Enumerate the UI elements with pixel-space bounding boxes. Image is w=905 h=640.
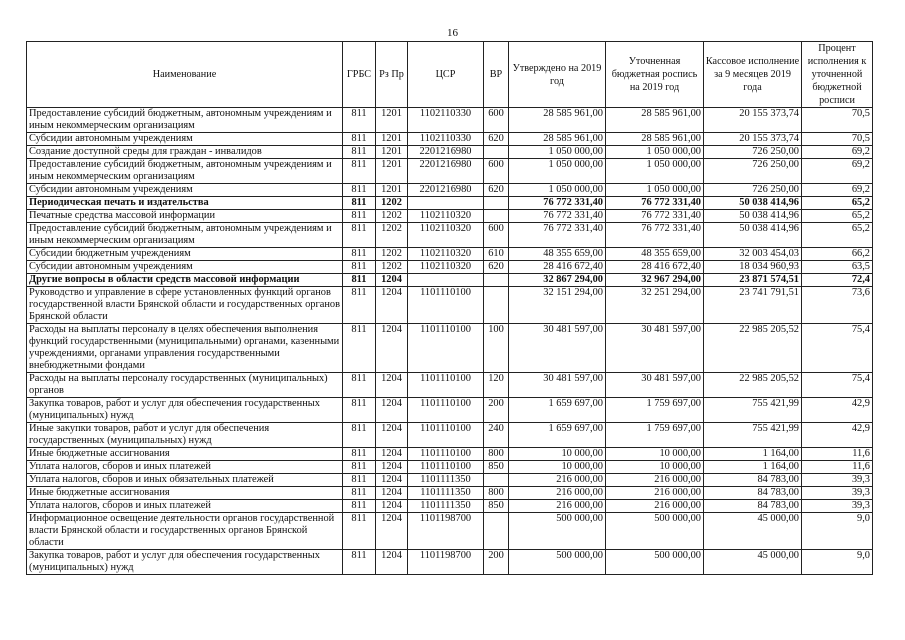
cell-vr: 620: [484, 133, 509, 146]
cell-csr: 1101111350: [408, 487, 484, 500]
cell-rzpr: 1202: [376, 197, 408, 210]
table-row: [27, 146, 873, 159]
cell-name: Уплата налогов, сборов и иных обязательных платежей: [27, 474, 343, 487]
cell-cash: 84 783,00: [704, 500, 802, 513]
cell-cash: 84 783,00: [704, 487, 802, 500]
cell-grbs: 811: [343, 324, 376, 373]
cell-refined: 30 481 597,00: [606, 373, 704, 398]
cell-vr: 120: [484, 373, 509, 398]
header-rzpr: Рз Пр: [376, 42, 408, 108]
table-row: [27, 197, 873, 210]
cell-refined: 10 000,00: [606, 448, 704, 461]
cell-cash: 32 003 454,03: [704, 248, 802, 261]
cell-rzpr: 1202: [376, 210, 408, 223]
cell-rzpr: 1204: [376, 487, 408, 500]
table-row: [27, 513, 873, 550]
cell-approved: 30 481 597,00: [509, 373, 606, 398]
cell-refined: 28 585 961,00: [606, 133, 704, 146]
cell-percent: 39,3: [802, 500, 873, 513]
cell-rzpr: 1201: [376, 108, 408, 133]
cell-csr: [408, 197, 484, 210]
cell-rzpr: 1201: [376, 146, 408, 159]
cell-grbs: 811: [343, 513, 376, 550]
cell-cash: 726 250,00: [704, 159, 802, 184]
cell-rzpr: 1204: [376, 474, 408, 487]
cell-refined: 216 000,00: [606, 487, 704, 500]
cell-rzpr: 1204: [376, 513, 408, 550]
cell-grbs: 811: [343, 487, 376, 500]
table-row: [27, 398, 873, 423]
cell-refined: 10 000,00: [606, 461, 704, 474]
cell-approved: 216 000,00: [509, 487, 606, 500]
cell-csr: 2201216980: [408, 159, 484, 184]
cell-grbs: 811: [343, 474, 376, 487]
cell-refined: 76 772 331,40: [606, 223, 704, 248]
cell-cash: 726 250,00: [704, 146, 802, 159]
cell-percent: 63,5: [802, 261, 873, 274]
cell-cash: 20 155 373,74: [704, 108, 802, 133]
cell-approved: 28 416 672,40: [509, 261, 606, 274]
cell-grbs: 811: [343, 461, 376, 474]
cell-csr: 1101110100: [408, 287, 484, 324]
cell-percent: 42,9: [802, 423, 873, 448]
cell-vr: 850: [484, 461, 509, 474]
cell-refined: 1 050 000,00: [606, 159, 704, 184]
cell-cash: 84 783,00: [704, 474, 802, 487]
cell-cash: 1 164,00: [704, 461, 802, 474]
cell-vr: [484, 474, 509, 487]
cell-csr: 1101110100: [408, 448, 484, 461]
cell-cash: 18 034 960,93: [704, 261, 802, 274]
cell-cash: 726 250,00: [704, 184, 802, 197]
cell-cash: 50 038 414,96: [704, 210, 802, 223]
cell-refined: 1 050 000,00: [606, 146, 704, 159]
cell-cash: 1 164,00: [704, 448, 802, 461]
cell-vr: [484, 274, 509, 287]
table-row: [27, 324, 873, 373]
cell-csr: 1102110320: [408, 261, 484, 274]
cell-rzpr: 1204: [376, 550, 408, 575]
cell-rzpr: 1201: [376, 159, 408, 184]
table-row: [27, 287, 873, 324]
cell-name: Расходы на выплаты персоналу государственных (муниципальных) органов: [27, 373, 343, 398]
cell-refined: 48 355 659,00: [606, 248, 704, 261]
cell-vr: [484, 146, 509, 159]
budget-execution-table: [26, 41, 873, 575]
cell-grbs: 811: [343, 550, 376, 575]
cell-name: Субсидии автономным учреждениям: [27, 133, 343, 146]
cell-approved: 30 481 597,00: [509, 324, 606, 373]
header-vr: ВР: [484, 42, 509, 108]
cell-approved: 216 000,00: [509, 474, 606, 487]
cell-approved: 500 000,00: [509, 550, 606, 575]
cell-name: Закупка товаров, работ и услуг для обеспечения государственных (муниципальных) нужд: [27, 398, 343, 423]
cell-name: Информационное освещение деятельности органов государственной власти Брянской области и государственных органов Брянской области: [27, 513, 343, 550]
cell-rzpr: 1202: [376, 248, 408, 261]
cell-name: Предоставление субсидий бюджетным, автономным учреждениям и иным некоммерческим организациям: [27, 159, 343, 184]
cell-grbs: 811: [343, 287, 376, 324]
table-row: [27, 373, 873, 398]
table-row: [27, 448, 873, 461]
cell-rzpr: 1202: [376, 261, 408, 274]
header-grbs: ГРБС: [343, 42, 376, 108]
cell-vr: 600: [484, 223, 509, 248]
cell-approved: 48 355 659,00: [509, 248, 606, 261]
cell-csr: 1101110100: [408, 324, 484, 373]
table-header: [27, 42, 873, 108]
table-row: [27, 261, 873, 274]
table-row: [27, 500, 873, 513]
cell-rzpr: 1204: [376, 461, 408, 474]
cell-percent: 42,9: [802, 398, 873, 423]
cell-vr: 800: [484, 487, 509, 500]
cell-vr: [484, 210, 509, 223]
cell-percent: 9,0: [802, 513, 873, 550]
cell-rzpr: 1202: [376, 223, 408, 248]
cell-csr: 1101198700: [408, 513, 484, 550]
cell-refined: 500 000,00: [606, 550, 704, 575]
cell-vr: 850: [484, 500, 509, 513]
cell-vr: 620: [484, 261, 509, 274]
cell-csr: 2201216980: [408, 146, 484, 159]
cell-grbs: 811: [343, 223, 376, 248]
cell-cash: 755 421,99: [704, 398, 802, 423]
cell-percent: 72,4: [802, 274, 873, 287]
cell-rzpr: 1204: [376, 274, 408, 287]
cell-approved: 1 050 000,00: [509, 159, 606, 184]
cell-percent: 65,2: [802, 210, 873, 223]
cell-cash: 755 421,99: [704, 423, 802, 448]
table-row: [27, 487, 873, 500]
cell-rzpr: 1204: [376, 423, 408, 448]
cell-vr: 800: [484, 448, 509, 461]
cell-vr: [484, 197, 509, 210]
cell-refined: 30 481 597,00: [606, 324, 704, 373]
cell-vr: 620: [484, 184, 509, 197]
cell-percent: 75,4: [802, 324, 873, 373]
cell-vr: 100: [484, 324, 509, 373]
table-row: [27, 108, 873, 133]
cell-grbs: 811: [343, 423, 376, 448]
cell-csr: 1101110100: [408, 461, 484, 474]
cell-name: Периодическая печать и издательства: [27, 197, 343, 210]
cell-percent: 69,2: [802, 146, 873, 159]
cell-percent: 73,6: [802, 287, 873, 324]
cell-name: Расходы на выплаты персоналу в целях обеспечения выполнения функций государственными (муниципальными) органами, казенными учреждениями, органами управления государственными внебюджетными фондами: [27, 324, 343, 373]
cell-grbs: 811: [343, 133, 376, 146]
cell-rzpr: 1204: [376, 373, 408, 398]
cell-csr: 1102110320: [408, 223, 484, 248]
cell-cash: 45 000,00: [704, 513, 802, 550]
cell-vr: 200: [484, 550, 509, 575]
cell-grbs: 811: [343, 197, 376, 210]
cell-approved: 76 772 331,40: [509, 210, 606, 223]
cell-vr: 600: [484, 159, 509, 184]
cell-refined: 500 000,00: [606, 513, 704, 550]
cell-grbs: 811: [343, 184, 376, 197]
cell-rzpr: 1204: [376, 448, 408, 461]
table-row: [27, 159, 873, 184]
cell-csr: 1102110320: [408, 210, 484, 223]
cell-refined: 1 050 000,00: [606, 184, 704, 197]
cell-approved: 500 000,00: [509, 513, 606, 550]
header-cash: Кассовое исполнение за 9 месяцев 2019 года: [704, 42, 802, 108]
cell-percent: 39,3: [802, 474, 873, 487]
cell-cash: 23 741 791,51: [704, 287, 802, 324]
cell-cash: 50 038 414,96: [704, 223, 802, 248]
cell-name: Печатные средства массовой информации: [27, 210, 343, 223]
cell-vr: [484, 287, 509, 324]
cell-csr: 1101110100: [408, 398, 484, 423]
cell-rzpr: 1204: [376, 324, 408, 373]
cell-vr: 200: [484, 398, 509, 423]
cell-csr: 1101198700: [408, 550, 484, 575]
cell-rzpr: 1204: [376, 500, 408, 513]
cell-refined: 32 251 294,00: [606, 287, 704, 324]
cell-rzpr: 1201: [376, 184, 408, 197]
cell-approved: 32 151 294,00: [509, 287, 606, 324]
cell-approved: 28 585 961,00: [509, 108, 606, 133]
cell-csr: 1101110100: [408, 423, 484, 448]
cell-refined: 1 759 697,00: [606, 398, 704, 423]
cell-grbs: 811: [343, 274, 376, 287]
cell-grbs: 811: [343, 248, 376, 261]
cell-csr: 1102110320: [408, 248, 484, 261]
cell-percent: 66,2: [802, 248, 873, 261]
cell-approved: 76 772 331,40: [509, 197, 606, 210]
cell-percent: 11,6: [802, 461, 873, 474]
cell-name: Субсидии автономным учреждениям: [27, 184, 343, 197]
cell-percent: 69,2: [802, 184, 873, 197]
cell-approved: 76 772 331,40: [509, 223, 606, 248]
cell-approved: 216 000,00: [509, 500, 606, 513]
table-row: [27, 274, 873, 287]
cell-approved: 1 050 000,00: [509, 184, 606, 197]
table-row: [27, 133, 873, 146]
cell-refined: 32 967 294,00: [606, 274, 704, 287]
table-row: [27, 550, 873, 575]
cell-refined: 1 759 697,00: [606, 423, 704, 448]
cell-vr: 240: [484, 423, 509, 448]
cell-csr: 1101110100: [408, 373, 484, 398]
cell-percent: 70,5: [802, 133, 873, 146]
header-name: Наименование: [27, 42, 343, 108]
cell-vr: 600: [484, 108, 509, 133]
cell-name: Создание доступной среды для граждан - инвалидов: [27, 146, 343, 159]
cell-rzpr: 1201: [376, 133, 408, 146]
cell-percent: 75,4: [802, 373, 873, 398]
cell-refined: 216 000,00: [606, 474, 704, 487]
cell-csr: [408, 274, 484, 287]
cell-approved: 1 659 697,00: [509, 423, 606, 448]
cell-approved: 1 050 000,00: [509, 146, 606, 159]
table-row: [27, 210, 873, 223]
cell-rzpr: 1204: [376, 398, 408, 423]
cell-name: Субсидии бюджетным учреждениям: [27, 248, 343, 261]
table-row: [27, 461, 873, 474]
cell-name: Иные бюджетные ассигнования: [27, 448, 343, 461]
cell-cash: 22 985 205,52: [704, 373, 802, 398]
header-percent: Процент исполнения к уточненной бюджетной росписи: [802, 42, 873, 108]
cell-grbs: 811: [343, 261, 376, 274]
cell-approved: 32 867 294,00: [509, 274, 606, 287]
cell-percent: 39,3: [802, 487, 873, 500]
table-row: [27, 474, 873, 487]
table-row: [27, 423, 873, 448]
header-csr: ЦСР: [408, 42, 484, 108]
cell-refined: 76 772 331,40: [606, 210, 704, 223]
cell-vr: 610: [484, 248, 509, 261]
table-body: [27, 108, 873, 575]
cell-grbs: 811: [343, 210, 376, 223]
cell-cash: 45 000,00: [704, 550, 802, 575]
cell-percent: 70,5: [802, 108, 873, 133]
cell-cash: 20 155 373,74: [704, 133, 802, 146]
cell-name: Иные закупки товаров, работ и услуг для обеспечения государственных (муниципальных) нужд: [27, 423, 343, 448]
cell-name: Руководство и управление в сфере установленных функций органов государственной власти Брянской области и государственных органов Брянской области: [27, 287, 343, 324]
cell-name: Иные бюджетные ассигнования: [27, 487, 343, 500]
table-row: [27, 248, 873, 261]
cell-grbs: 811: [343, 373, 376, 398]
cell-percent: 69,2: [802, 159, 873, 184]
table-row: [27, 184, 873, 197]
page-number: 16: [447, 27, 458, 39]
cell-grbs: 811: [343, 159, 376, 184]
cell-grbs: 811: [343, 500, 376, 513]
cell-cash: 50 038 414,96: [704, 197, 802, 210]
cell-approved: 10 000,00: [509, 448, 606, 461]
cell-name: Уплата налогов, сборов и иных платежей: [27, 461, 343, 474]
cell-csr: 1101111350: [408, 500, 484, 513]
cell-csr: 1102110330: [408, 108, 484, 133]
cell-percent: 65,2: [802, 197, 873, 210]
cell-percent: 65,2: [802, 223, 873, 248]
cell-approved: 1 659 697,00: [509, 398, 606, 423]
cell-grbs: 811: [343, 398, 376, 423]
cell-name: Закупка товаров, работ и услуг для обеспечения государственных (муниципальных) нужд: [27, 550, 343, 575]
cell-csr: 2201216980: [408, 184, 484, 197]
cell-grbs: 811: [343, 448, 376, 461]
cell-cash: 23 871 574,51: [704, 274, 802, 287]
cell-name: Предоставление субсидий бюджетным, автономным учреждениям и иным некоммерческим организациям: [27, 223, 343, 248]
cell-csr: 1101111350: [408, 474, 484, 487]
cell-name: Уплата налогов, сборов и иных платежей: [27, 500, 343, 513]
cell-refined: 216 000,00: [606, 500, 704, 513]
cell-vr: [484, 513, 509, 550]
cell-approved: 10 000,00: [509, 461, 606, 474]
cell-rzpr: 1204: [376, 287, 408, 324]
header-refined: Уточненная бюджетная роспись на 2019 год: [606, 42, 704, 108]
cell-refined: 28 416 672,40: [606, 261, 704, 274]
header-approved: Утверждено на 2019 год: [509, 42, 606, 108]
cell-refined: 28 585 961,00: [606, 108, 704, 133]
cell-grbs: 811: [343, 108, 376, 133]
cell-percent: 11,6: [802, 448, 873, 461]
table-row: [27, 223, 873, 248]
cell-name: Субсидии автономным учреждениям: [27, 261, 343, 274]
cell-name: Другие вопросы в области средств массовой информации: [27, 274, 343, 287]
cell-cash: 22 985 205,52: [704, 324, 802, 373]
cell-grbs: 811: [343, 146, 376, 159]
cell-percent: 9,0: [802, 550, 873, 575]
cell-refined: 76 772 331,40: [606, 197, 704, 210]
cell-csr: 1102110330: [408, 133, 484, 146]
cell-name: Предоставление субсидий бюджетным, автономным учреждениям и иным некоммерческим организациям: [27, 108, 343, 133]
cell-approved: 28 585 961,00: [509, 133, 606, 146]
